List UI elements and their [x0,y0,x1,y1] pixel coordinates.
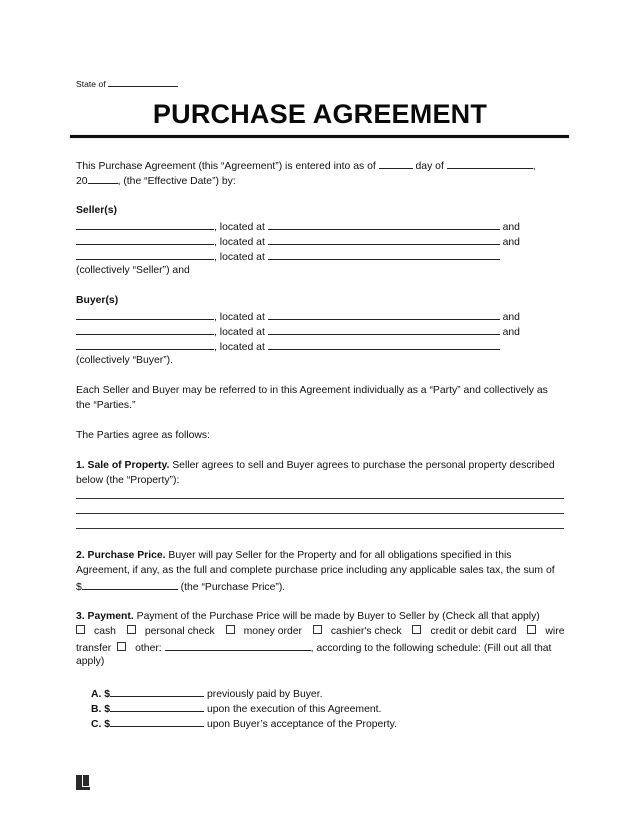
and-label: and [502,222,520,233]
section-2-line-1 [76,548,511,563]
seller-name-blank[interactable] [76,233,214,245]
seller-address-blank[interactable] [268,218,500,230]
located-label: , located at [214,252,265,263]
month-blank[interactable] [447,157,533,169]
checkbox-cashiers-check[interactable] [313,625,322,634]
section-1-heading: 1. Sale of Property. [76,460,170,471]
checkbox-money-order[interactable] [226,625,235,634]
property-description-line[interactable] [76,528,564,529]
schedule-text: upon Buyer’s acceptance of the Property. [206,719,397,730]
schedule-amount-blank[interactable] [110,685,204,697]
option-label: credit or debit card [430,626,517,637]
dollar-sign: $ [76,582,82,593]
and-label: and [502,312,520,323]
section-1-line-2: below (the “Property”): [76,475,180,486]
schedule-item-c [91,715,397,732]
schedule-text: previously paid by Buyer. [206,689,323,700]
intro-text: , (the “Effective Date”) by: [117,176,236,187]
sellers-heading: Seller(s) [76,205,118,216]
year-blank[interactable] [88,172,118,184]
sellers-collective: (collectively “Seller”) and [76,265,190,276]
and-label: and [502,327,520,338]
buyer-address-blank[interactable] [268,308,500,320]
section-3-text: Payment of the Purchase Price will be made by Buyer to Seller by (Check all that apply) [133,611,540,622]
parties-agree: The Parties agree as follows: [76,430,210,441]
purchase-price-blank[interactable] [82,578,178,590]
state-blank[interactable] [108,75,178,87]
day-blank[interactable] [379,157,413,169]
intro-text: 20 [76,176,88,187]
located-label: , located at [214,327,265,338]
section-3-line-1 [76,609,540,624]
section-2-line-2: Agreement, if any, as the full and complete purchase price including any applicable sales tax, the sum of [76,565,555,576]
seller-address-blank[interactable] [268,248,500,260]
option-label: money order [243,626,302,637]
located-label: , located at [214,222,265,233]
seller-address-blank[interactable] [268,233,500,245]
intro-text: day of [415,161,444,172]
intro-text: , [532,161,536,172]
seller-name-blank[interactable] [76,248,214,260]
buyer-name-blank[interactable] [76,338,214,350]
section-2-heading: 2. Purchase Price. [76,550,166,561]
option-label: cashier's check [330,626,402,637]
checkbox-cash[interactable] [76,625,85,634]
option-label: transfer [76,643,112,654]
intro-line-2 [76,172,236,189]
schedule-label: C. $ [91,719,111,730]
buyer-name-blank[interactable] [76,323,214,335]
buyers-heading: Buyer(s) [76,295,119,306]
located-label: , located at [214,342,265,353]
buyer-address-blank[interactable] [268,323,500,335]
section-2-text: (the “Purchase Price”). [177,582,286,593]
option-label: other: [135,643,162,654]
schedule-amount-blank[interactable] [110,700,204,712]
other-method-blank[interactable] [165,639,311,651]
state-label: State of [76,79,106,89]
seller-name-blank[interactable] [76,218,214,230]
checkbox-other[interactable] [117,642,126,651]
section-3-text: , according to the following schedule: (Fill out all that [310,643,552,654]
payment-options-row-2 [76,639,551,656]
section-1-text: Seller agrees to sell and Buyer agrees to purchase the personal property described [169,460,555,471]
located-label: , located at [214,312,265,323]
section-2-text: Buyer will pay Seller for the Property and for all obligations specified in this [165,550,512,561]
section-1-line-1 [76,458,555,473]
brand-logo-icon [76,775,90,790]
located-label: , located at [214,237,265,248]
buyer-name-blank[interactable] [76,308,214,320]
section-2-line-3 [76,578,285,595]
property-description-line[interactable] [76,513,564,514]
option-label: cash [94,626,116,637]
section-3-heading: 3. Payment. [76,611,134,622]
checkbox-personal-check[interactable] [127,625,136,634]
property-description-line[interactable] [76,498,564,499]
parties-line-2: the “Parties.” [76,400,136,411]
buyers-collective: (collectively “Buyer”). [76,355,173,366]
checkbox-wire-transfer[interactable] [527,625,536,634]
schedule-label: B. $ [91,704,111,715]
schedule-amount-blank[interactable] [110,715,204,727]
title-divider [70,135,569,138]
intro-text: This Purchase Agreement (this “Agreement”) is entered into as of [76,161,376,172]
payment-options-row [76,624,564,639]
checkbox-credit-debit-card[interactable] [412,625,421,634]
buyer-address-blank[interactable] [268,338,500,350]
and-label: and [502,237,520,248]
option-label: personal check [144,626,215,637]
parties-line-1: Each Seller and Buyer may be referred to in this Agreement individually as a “Party” and collectively as [76,385,548,396]
option-label: wire [545,626,565,637]
schedule-text: upon the execution of this Agreement. [206,704,382,715]
schedule-label: A. $ [91,689,111,700]
section-3-line-4: apply) [76,656,105,667]
document-title: PURCHASE AGREEMENT [152,99,488,129]
state-field-row [76,75,178,92]
